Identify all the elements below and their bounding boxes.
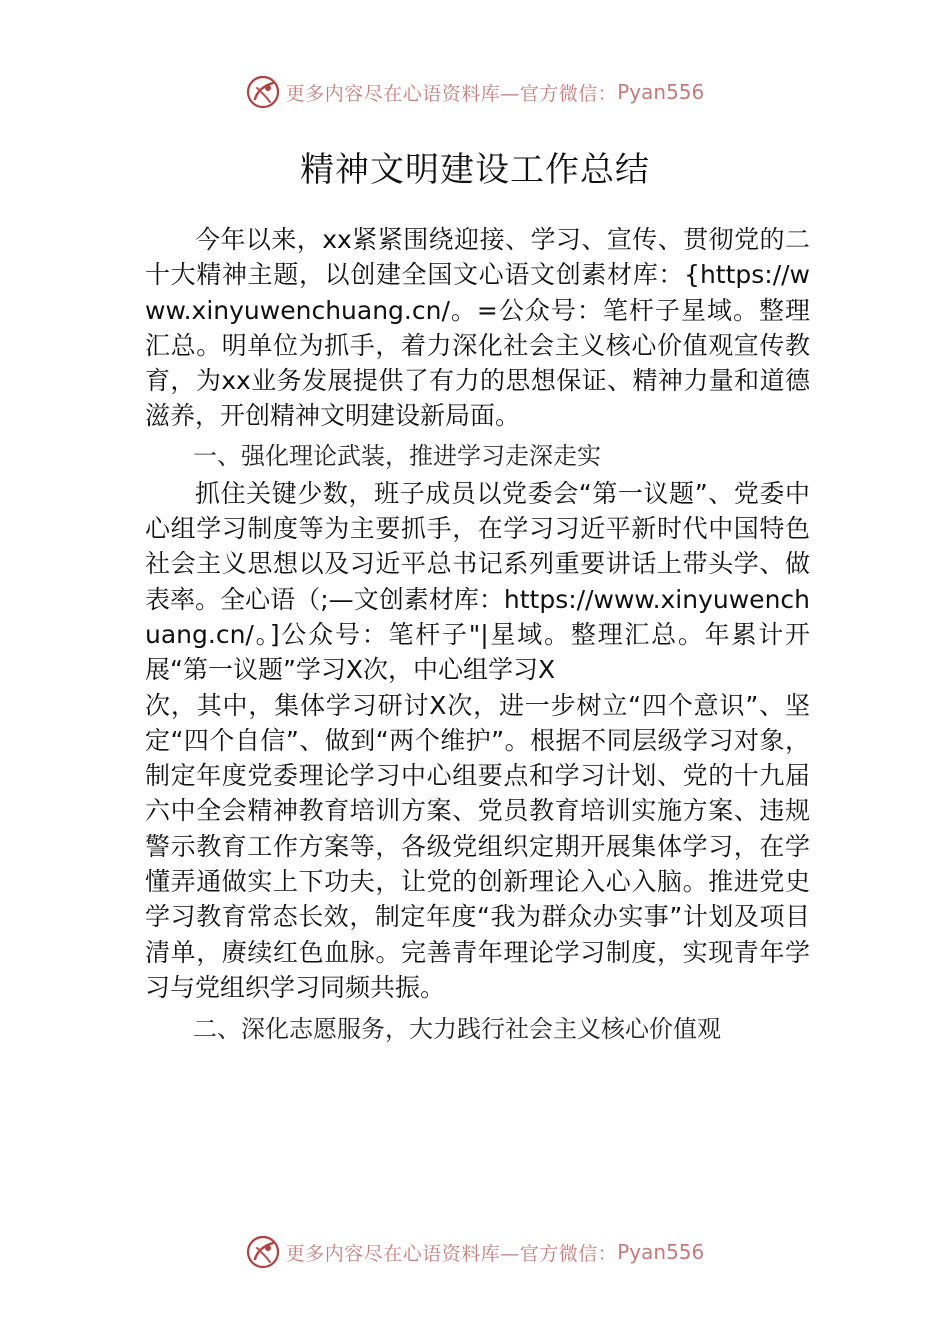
document-title: 精神文明建设工作总结 <box>300 150 650 190</box>
section-heading: 二、深化志愿服务，大力践行社会主义核心价值观 <box>193 1015 721 1044</box>
paragraph: 今年以来，xx紧紧围绕迎接、学习、宣传、贯彻党的二十大精神主题，以创建全国文心语文创素材库：{https://www.xinyuwenchuang.cn/。=公众号：笔杆子星域。整理汇总。明单位为抓手，着力深化社会主义核心价值观宣传教育，为xx业务发展提供了有力的思想保证、精神力量和道德滋养，开创精神文明建设新局面。 <box>145 225 810 431</box>
paragraph: 次，其中，集体学习研讨X次，进一步树立“四个意识”、坚定“四个自信”、做到“两个维护”。根据不同层级学习对象，制定年度党委理论学习中心组要点和学习计划、党的十九届六中全会精神教育培训方案、党员教育培训实施方案、违规警示教育工作方案等，各级党组织定期开展集体学习，在学懂弄通做实上下功夫，让党的创新理论入心入脑。推进党史学习教育常态长效，制定年度“我为群众办实事”计划及项目清单，赓续红色血脉。完善青年理论学习制度，实现青年学习与党组织学习同频共振。 <box>145 690 810 1002</box>
watermark-text: 更多内容尽在心语资料库—官方微信： <box>285 82 618 105</box>
section-heading: 一、强化理论武装，推进学习走深走实 <box>193 441 601 470</box>
document-body <box>145 222 810 1049</box>
red-seal-logo-icon <box>246 1235 280 1269</box>
watermark-text: 更多内容尽在心语资料库—官方微信： <box>285 1242 618 1265</box>
watermark-wechat-id: Pyan556 <box>617 1240 705 1264</box>
header-watermark <box>0 72 950 112</box>
paragraph: 抓住关键少数，班子成员以党委会“第一议题”、党委中 心组学习制度等为主要抓手，在学习习近平新时代中国特色社会主义思想以及习近平总书记系列重要讲话上带头学、做表率。全心语（;—文创素材库：https://www.xinyuwenchuang.cn/。]公众号：笔杆子"|星域。整理汇总。年累计开展“第一议题”学习X次，中心组学习X <box>145 478 810 685</box>
red-seal-logo-icon <box>246 75 280 109</box>
watermark-wechat-id: Pyan556 <box>617 80 705 104</box>
footer-watermark <box>0 1232 950 1272</box>
